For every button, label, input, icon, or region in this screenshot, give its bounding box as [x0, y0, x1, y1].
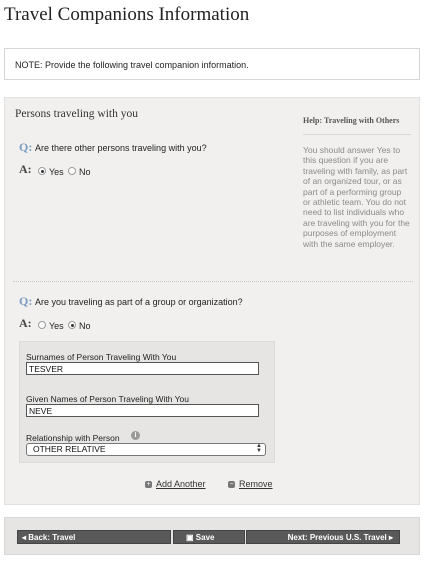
surname-label: Surnames of Person Traveling With You — [26, 352, 177, 362]
question-other-persons: Are there other persons traveling with you? — [35, 143, 207, 153]
radio-group-travel-no-label[interactable]: No — [79, 321, 91, 331]
plus-icon[interactable]: + — [146, 481, 151, 488]
question-group-travel: Are you traveling as part of a group or organization? — [35, 297, 243, 307]
next-button-label: Next: Previous U.S. Travel — [287, 533, 387, 542]
relationship-select-value: OTHER RELATIVE — [33, 444, 106, 454]
minus-icon[interactable]: − — [229, 481, 234, 488]
help-box — [303, 116, 411, 249]
note-text: NOTE: Provide the following travel companion information. — [15, 60, 249, 70]
answer-marker: A: — [19, 162, 32, 176]
note-box — [4, 48, 420, 80]
relationship-select[interactable] — [26, 443, 266, 456]
back-button-label: Back: Travel — [28, 533, 76, 542]
radio-other-persons-yes[interactable] — [38, 167, 46, 175]
info-icon[interactable]: i — [131, 431, 140, 440]
remove-link[interactable]: Remove — [239, 479, 273, 489]
answer-marker: A: — [19, 316, 32, 330]
question-marker: Q: — [19, 294, 33, 308]
radio-group-travel-yes[interactable] — [38, 321, 46, 329]
section-heading: Persons traveling with you — [15, 108, 138, 120]
radio-other-persons-yes-label[interactable]: Yes — [49, 167, 64, 177]
save-button-label: Save — [195, 533, 215, 542]
given-names-label: Given Names of Person Traveling With You — [26, 394, 189, 404]
help-title: Help: Traveling with Others — [303, 116, 411, 135]
footer-nav — [4, 517, 420, 555]
surname-input[interactable] — [26, 362, 259, 375]
help-body: You should answer Yes to this question if you are traveling with family, as part of an organized tour, or as part of a performing group or athletic team. You do not need to list individuals who are traveling with you for the purposes of employment with the same employer. — [303, 145, 410, 249]
select-arrows-icon: ▲ ▼ — [256, 443, 262, 454]
radio-group-travel-no[interactable] — [68, 321, 76, 329]
radio-other-persons-no[interactable] — [68, 167, 76, 175]
page-title: Travel Companions Information — [4, 4, 250, 25]
radio-group-travel-yes-label[interactable]: Yes — [49, 321, 64, 331]
chevron-left-icon: ◂ — [22, 533, 29, 542]
companions-panel — [4, 97, 420, 505]
companion-details — [19, 341, 275, 463]
radio-other-persons-no-label[interactable]: No — [79, 167, 91, 177]
add-another-link[interactable]: Add Another — [156, 479, 206, 489]
back-button[interactable] — [17, 530, 171, 544]
save-button[interactable] — [173, 530, 245, 544]
floppy-disk-icon: ▣ — [186, 533, 196, 542]
chevron-right-icon: ▸ — [386, 533, 393, 542]
section-divider — [13, 281, 413, 282]
relationship-label: Relationship with Person — [26, 433, 120, 443]
question-marker: Q: — [19, 140, 33, 154]
given-names-input[interactable] — [26, 404, 259, 417]
next-button[interactable] — [246, 530, 400, 544]
